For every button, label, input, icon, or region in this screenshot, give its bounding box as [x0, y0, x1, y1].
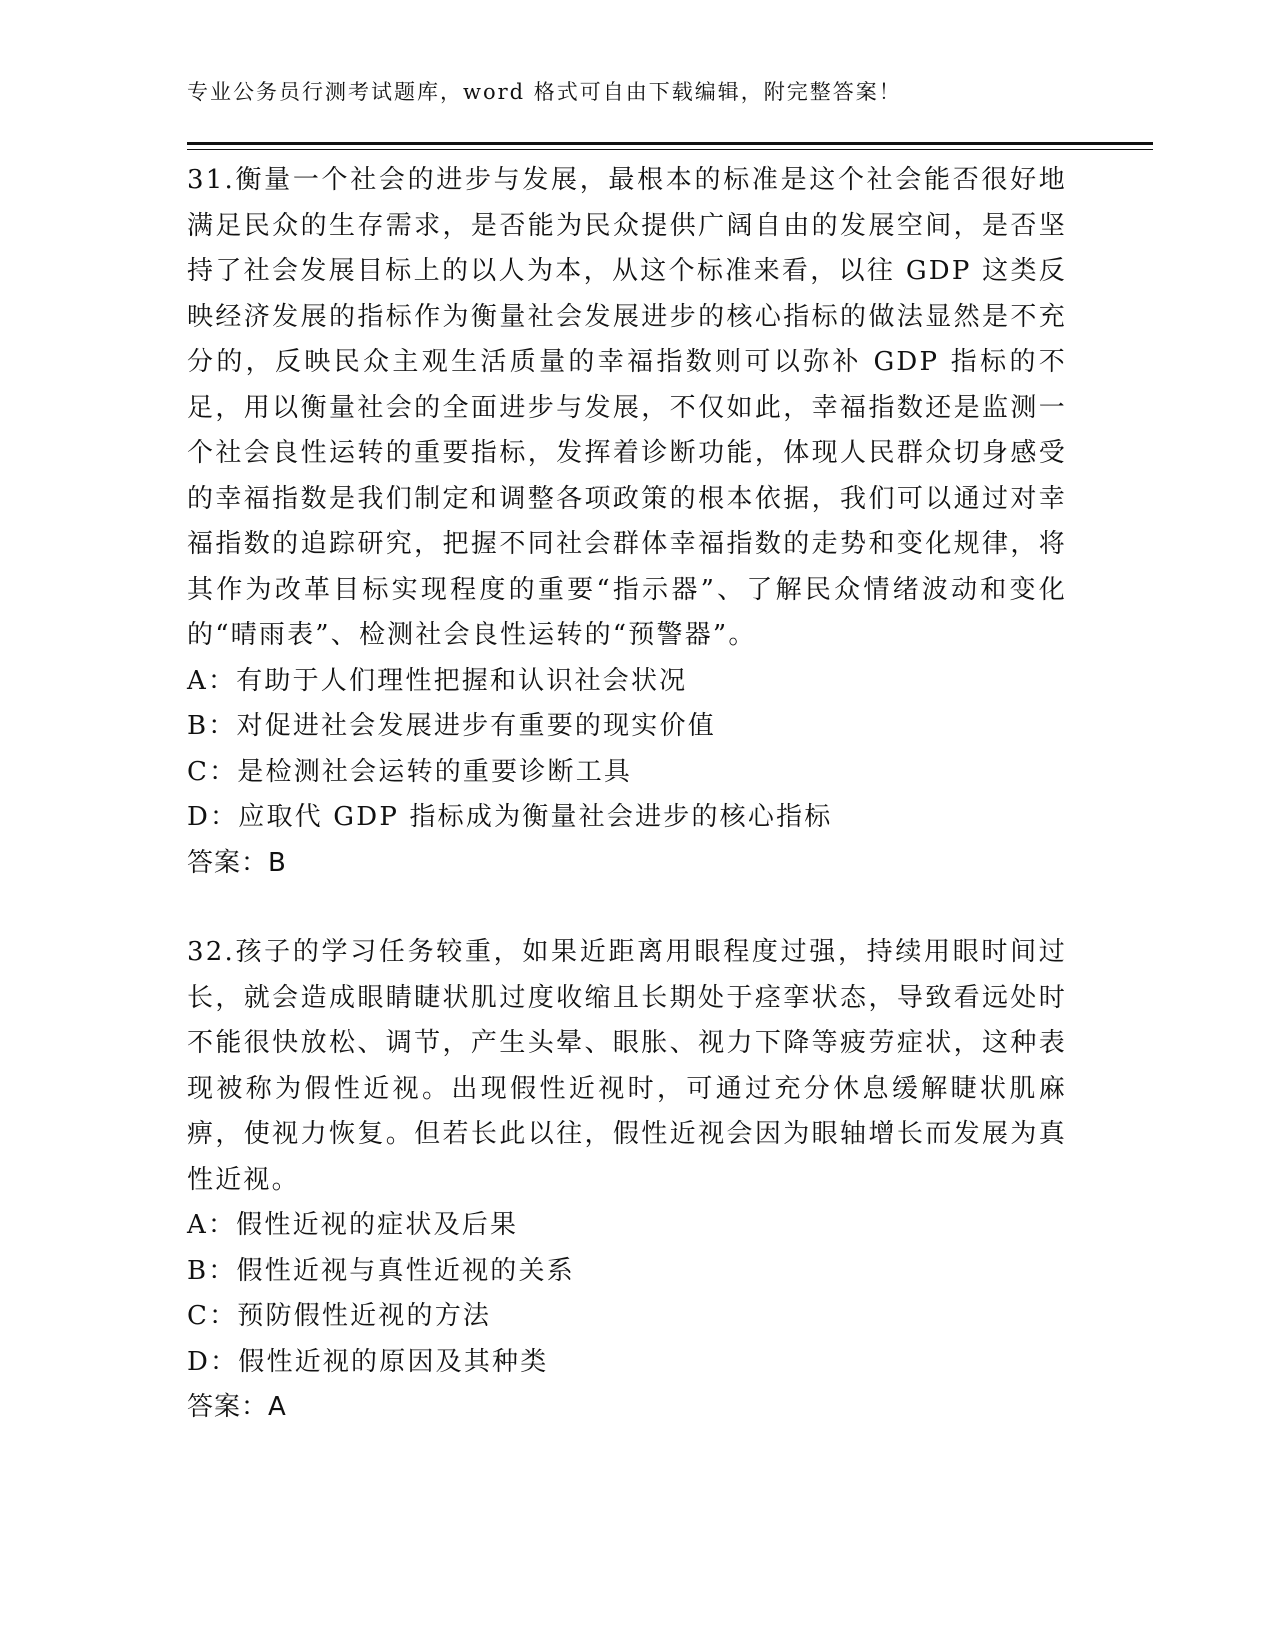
question-31 — [187, 158, 1067, 886]
option-b: B：对促进社会发展进步有重要的现实价值 — [187, 711, 716, 741]
answer-line: 答案：B — [187, 847, 287, 878]
option-c: C：预防假性近视的方法 — [187, 1301, 492, 1331]
option-b: B：假性近视与真性近视的关系 — [187, 1255, 575, 1286]
option-d: D：假性近视的原因及其种类 — [187, 1346, 549, 1377]
option-a: A：有助于人们理性把握和认识社会状况 — [187, 665, 688, 696]
option-c: C：是检测社会运转的重要诊断工具 — [187, 756, 633, 787]
option-a: A：假性近视的症状及后果 — [187, 1210, 519, 1240]
answer-line: 答案：A — [187, 1392, 287, 1422]
question-stem: 32.孩子的学习任务较重，如果近距离用眼程度过强，持续用眼时间过长，就会造成眼睛睫状肌过度收缩且长期处于痉挛状态，导致看远处时不能很快放松、调节，产生头晕、眼胀、视力下降等疲劳症状，这种表现被称为假性近视。出现假性近视时，可通过充分休息缓解睫状肌麻痹，使视力恢复。但若长此以往，假性近视会因为眼轴增长而发展为真性近视。 — [187, 937, 1067, 1195]
option-d: D：应取代 GDP 指标成为衡量社会进步的核心指标 — [187, 802, 833, 832]
header-rule-thick — [187, 142, 1153, 145]
question-stem: 31.衡量一个社会的进步与发展，最根本的标准是这个社会能否很好地满足民众的生存需求，是否能为民众提供广阔自由的发展空间，是否坚持了社会发展目标上的以人为本，从这个标准来看，以往 GDP 这类反映经济发展的指标作为衡量社会发展进步的核心指标的做法显然是不充分的，反映民众主观生活质量的幸福指数则可以弥补 GDP 指标的不足，用以衡量社会的全面进步与发展，不仅如此，幸福指数还是监测一个社会良性运转的重要指标，发挥着诊断功能，体现人民群众切身感受的幸福指数是我们制定和调整各项政策的根本依据，我们可以通过对幸福指数的追踪研究，把握不同社会群体幸福指数的走势和变化规律，将其作为改革目标实现程度的重要“指示器”、了解民众情绪波动和变化的“晴雨表”、检测社会良性运转的“预警器”。 — [187, 165, 1067, 650]
header-rule-thin — [187, 149, 1153, 150]
question-32 — [187, 930, 1067, 1431]
page-header: 专业公务员行测考试题库，word 格式可自由下载编辑，附完整答案！ — [187, 80, 902, 104]
